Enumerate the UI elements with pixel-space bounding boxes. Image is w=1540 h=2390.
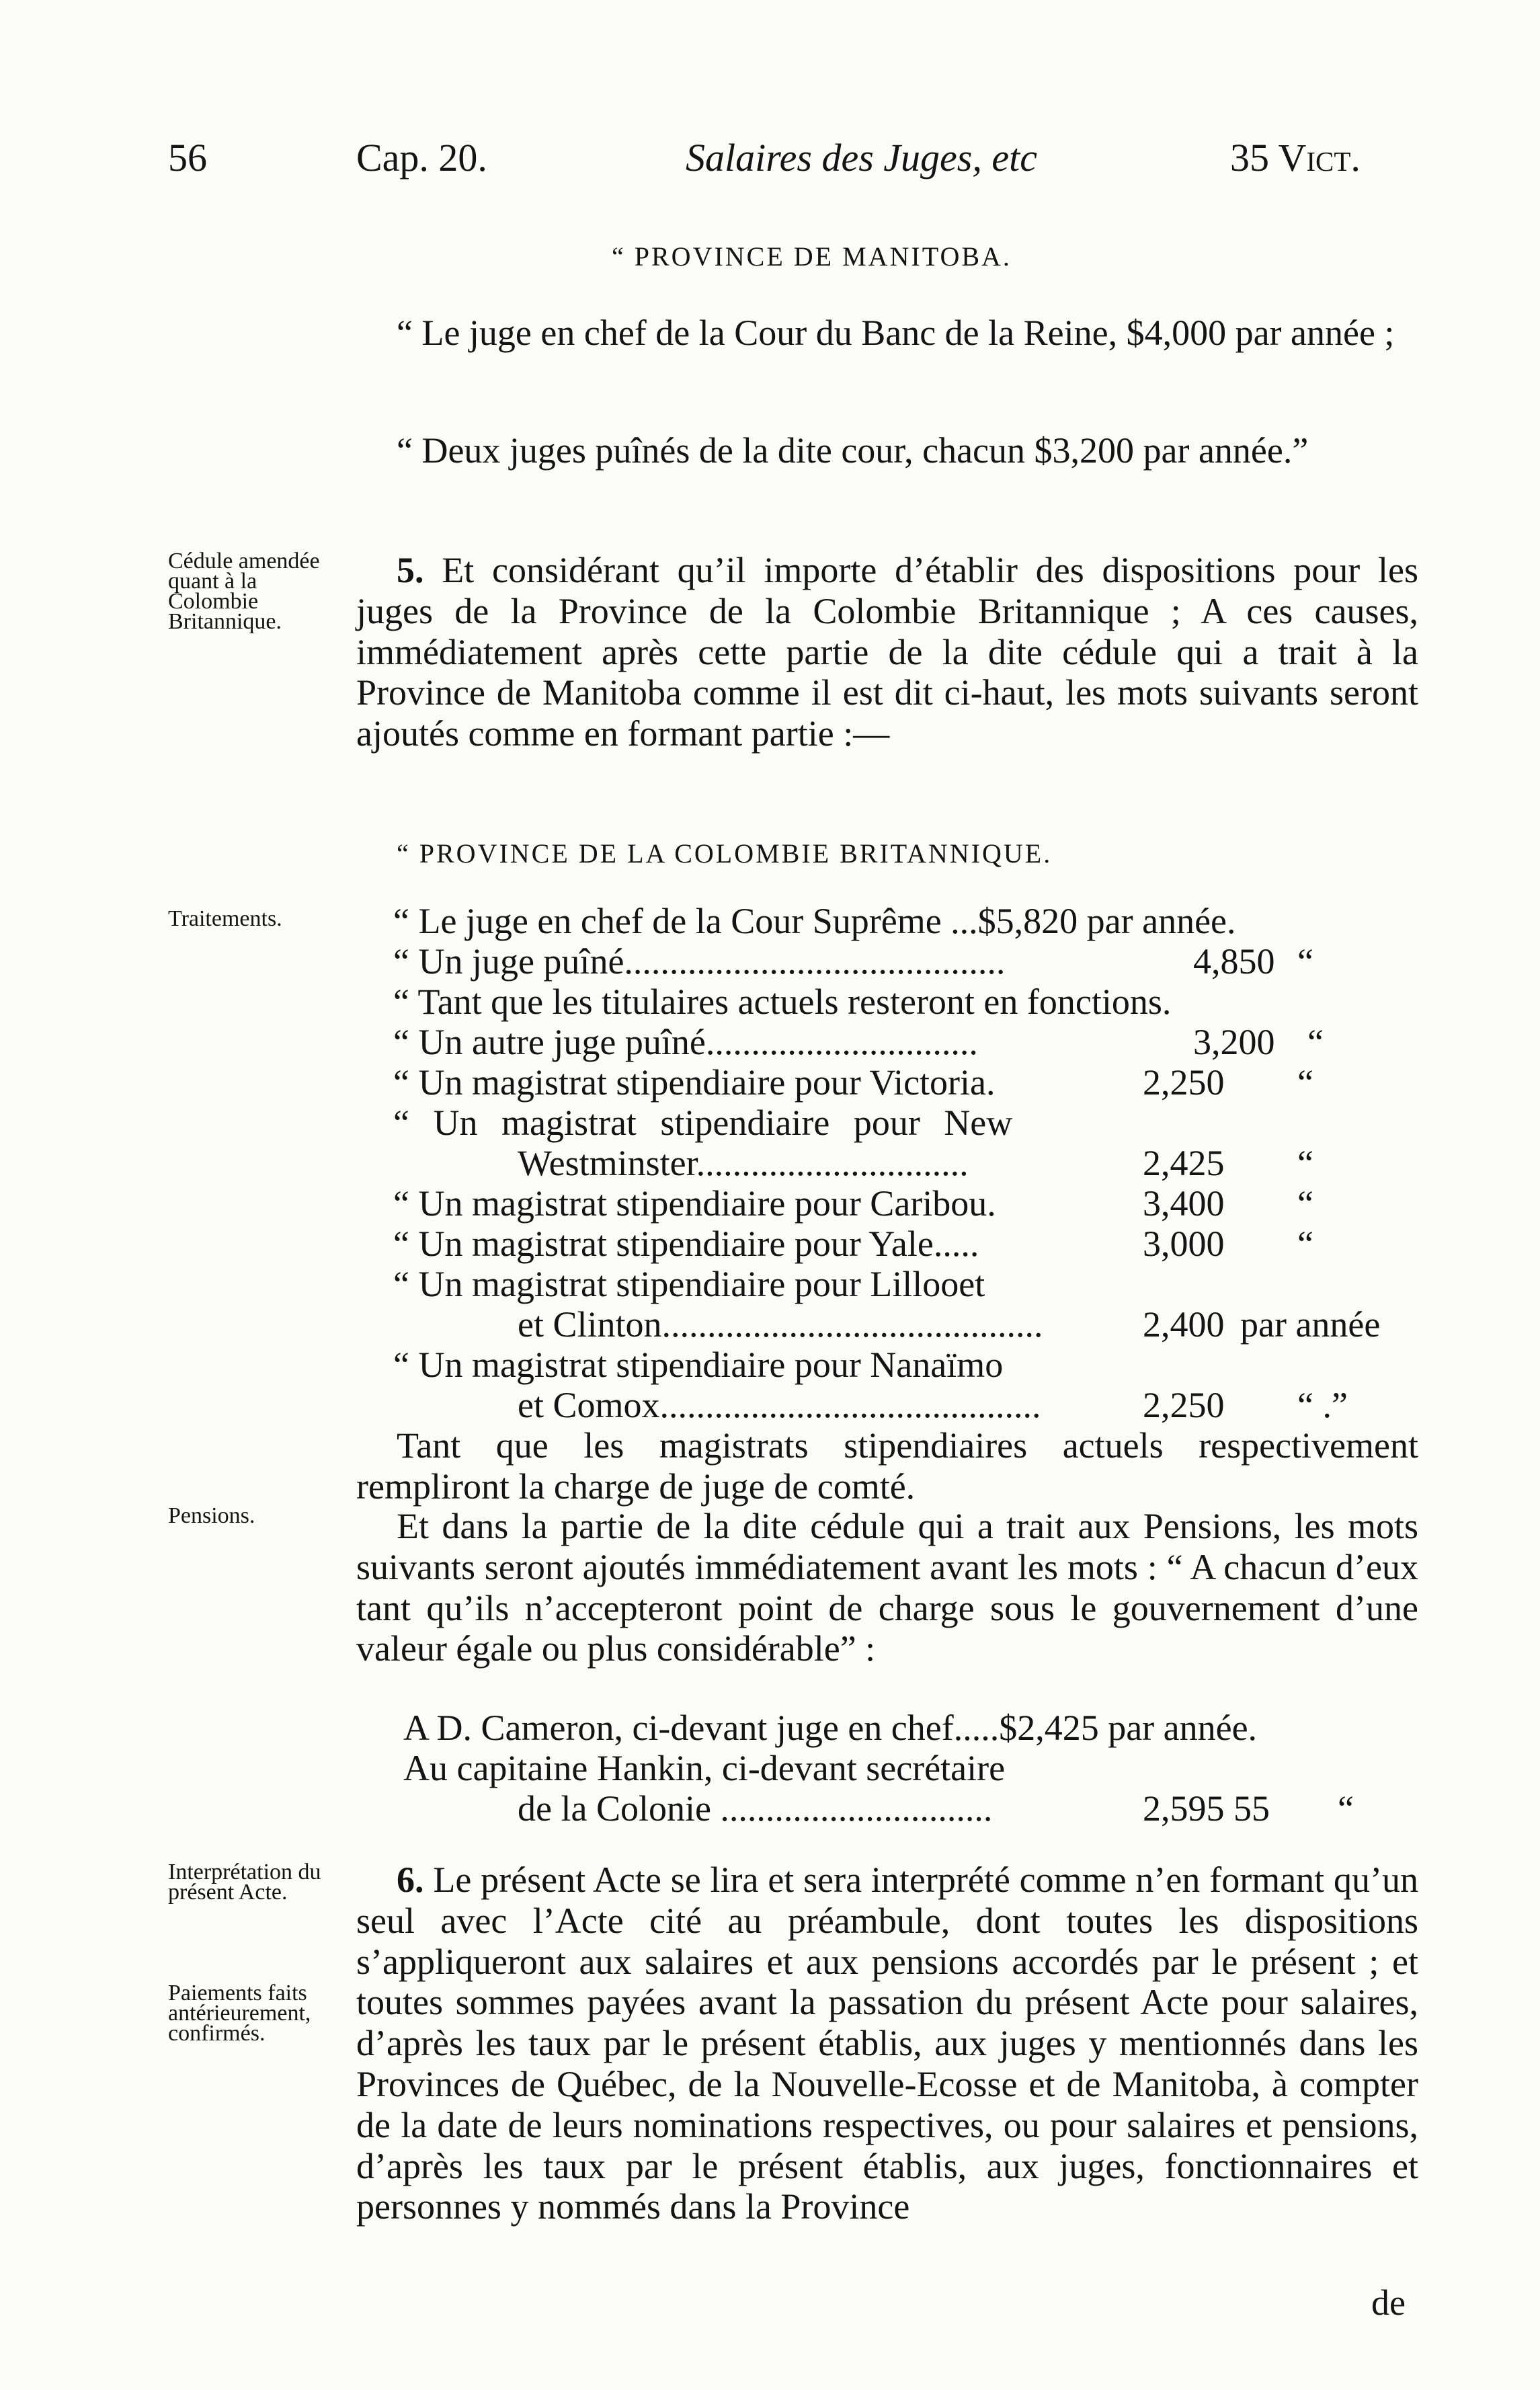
sidenote-cedule: Cédule amendée quant à la Colombie Britannique. (168, 549, 320, 634)
pension-hankin-text: Au capitaine Hankin, ci-devant secrétaire (403, 1748, 1006, 1788)
salary-label: et Comox.......................................... (518, 1385, 1041, 1425)
pensions-text: Et dans la partie de la dite cédule qui a trait aux Pensions, les mots suivants seront ajoutés immédiatement avant les mots : “ A chacun d’eux tant qu’ils n’accepteront point de charge sous le gouvernement d’une valeur égale ou plus considérable” : (356, 1506, 1418, 1669)
bc-heading: “ PROVINCE DE LA COLOMBIE BRITANNIQUE. (397, 838, 1053, 869)
tant-que-paragraph (356, 1425, 1418, 1507)
pension-hankin-unit: “ (1338, 1788, 1354, 1829)
salary-label: “ Un magistrat stipendiaire pour Lillooet (393, 1264, 985, 1304)
salary-row (393, 1345, 1422, 1385)
salary-label: Westminster.............................. (518, 1143, 969, 1183)
salary-row (393, 1103, 1422, 1143)
salary-label: “ Un autre juge puîné.............................. (393, 1022, 978, 1062)
salary-row (393, 982, 1422, 1022)
salary-row (393, 1022, 1422, 1062)
chapter-label: Cap. 20. (356, 136, 487, 180)
salary-unit: “ (1297, 1062, 1313, 1103)
bc-chief-justice-line (393, 901, 1422, 941)
manitoba-chief-text: “ Le juge en chef de la Cour du Banc de la Reine, $4,000 par année ; (397, 313, 1395, 353)
salary-amount: 3,400 (1143, 1183, 1225, 1224)
manitoba-puisne-judges (356, 430, 1418, 471)
salary-unit: “ (1297, 941, 1313, 982)
salary-unit: “ (1297, 1224, 1313, 1264)
salary-amount: 2,250 (1143, 1062, 1225, 1103)
manitoba-heading: “ PROVINCE DE MANITOBA. (612, 241, 1012, 272)
salary-unit: par année (1240, 1304, 1381, 1345)
salary-row (393, 1264, 1422, 1304)
salary-label: “ Un magistrat stipendiaire pour Nanaïmo (393, 1345, 1004, 1385)
salary-row (393, 1183, 1422, 1224)
salary-label: “ Un magistrat stipendiaire pour Caribou. (393, 1183, 996, 1224)
pensions-paragraph (356, 1506, 1418, 1669)
sidenote-paiements: Paiements faits antérieurement, confirmés. (168, 1981, 311, 2046)
salary-label: “ Un juge puîné.......................................... (393, 941, 1006, 982)
sidenote-interpretation: Interprétation du présent Acte. (168, 1860, 321, 1905)
salary-label: “ Tant que les titulaires actuels resteront en fonctions. (393, 982, 1172, 1022)
section-5 (356, 550, 1418, 754)
salary-amount: 2,425 (1143, 1143, 1225, 1183)
salary-label: “ Un magistrat stipendiaire pour New (393, 1103, 1013, 1143)
bc-chief-justice-text: “ Le juge en chef de la Cour Suprême ...$5,820 par année. (393, 901, 1236, 941)
sidenote-pensions: Pensions. (168, 1503, 255, 1528)
salary-row (393, 1143, 1422, 1183)
salary-row (393, 1304, 1422, 1345)
salary-amount: 4,850 (1193, 941, 1275, 982)
salary-amount: 2,400 (1143, 1304, 1225, 1345)
salary-unit: “ (1297, 1183, 1313, 1224)
manitoba-puisne-text: “ Deux juges puînés de la dite cour, chacun $3,200 par année.” (397, 430, 1309, 471)
page-number: 56 (168, 136, 207, 180)
section-6-number: 6. (397, 1860, 424, 1900)
salary-label: et Clinton.......................................... (518, 1304, 1043, 1345)
salary-row (393, 1385, 1422, 1425)
salary-row (393, 1062, 1422, 1103)
manitoba-chief-justice (356, 313, 1418, 354)
pension-cameron (403, 1708, 1425, 1748)
catchword: de (1371, 2282, 1406, 2323)
salary-row (393, 1224, 1422, 1264)
sidenote-traitements: Traitements. (168, 906, 282, 931)
pension-hankin-label: de la Colonie .............................. (518, 1788, 993, 1829)
salary-amount: 3,200 (1193, 1022, 1275, 1062)
pension-cameron-text: A D. Cameron, ci-devant juge en chef.....$2,425 par année. (403, 1708, 1258, 1748)
salary-unit: “ (1307, 1022, 1324, 1062)
salary-label: “ Un magistrat stipendiaire pour Victoria. (393, 1062, 996, 1103)
section-5-text: Et considérant qu’il importe d’établir des dispositions pour les juges de la Province de la Colombie Britannique ; A ces causes, immédiatement après cette partie de la dite cédule qui a trait à la Province de Manitoba comme il est dit ci-haut, les mots suivants seront ajoutés comme en formant partie :— (356, 550, 1418, 754)
running-title: Salaires des Juges, etc (686, 136, 1037, 180)
salary-unit: “ .” (1297, 1385, 1348, 1425)
salary-label: “ Un magistrat stipendiaire pour Yale..... (393, 1224, 979, 1264)
salary-amount: 2,250 (1143, 1385, 1225, 1425)
salary-amount: 3,000 (1143, 1224, 1225, 1264)
salary-unit: “ (1297, 1143, 1313, 1183)
pension-hankin-amount: 2,595 55 (1143, 1788, 1270, 1829)
pension-hankin-line2 (403, 1788, 1425, 1829)
regnal-year: 35 Vict. (1230, 136, 1361, 180)
pension-hankin-line1 (403, 1748, 1425, 1788)
section-5-number: 5. (397, 550, 424, 590)
salary-row (393, 941, 1422, 982)
tant-que-text: Tant que les magistrats stipendiaires actuels respectivement rempliront la charge de juge de comté. (356, 1425, 1418, 1507)
section-6 (356, 1860, 1418, 2227)
section-6-text: Le présent Acte se lira et sera interprété comme n’en formant qu’un seul avec l’Acte cité au préambule, dont toutes les dispositions s’appliqueront aux salaires et aux pensions accordés par le présent ; et toutes sommes payées avant la passation du présent Acte pour salaires, d’après les taux par le présent établis, aux juges y mentionnés dans les Provinces de Québec, de la Nouvelle-Ecosse et de Manitoba, à compter de la date de leurs nominations respectives, ou pour salaires et pensions, d’après les taux par le présent établis, aux juges, fonctionnaires et personnes y nommés dans la Province (356, 1860, 1418, 2227)
